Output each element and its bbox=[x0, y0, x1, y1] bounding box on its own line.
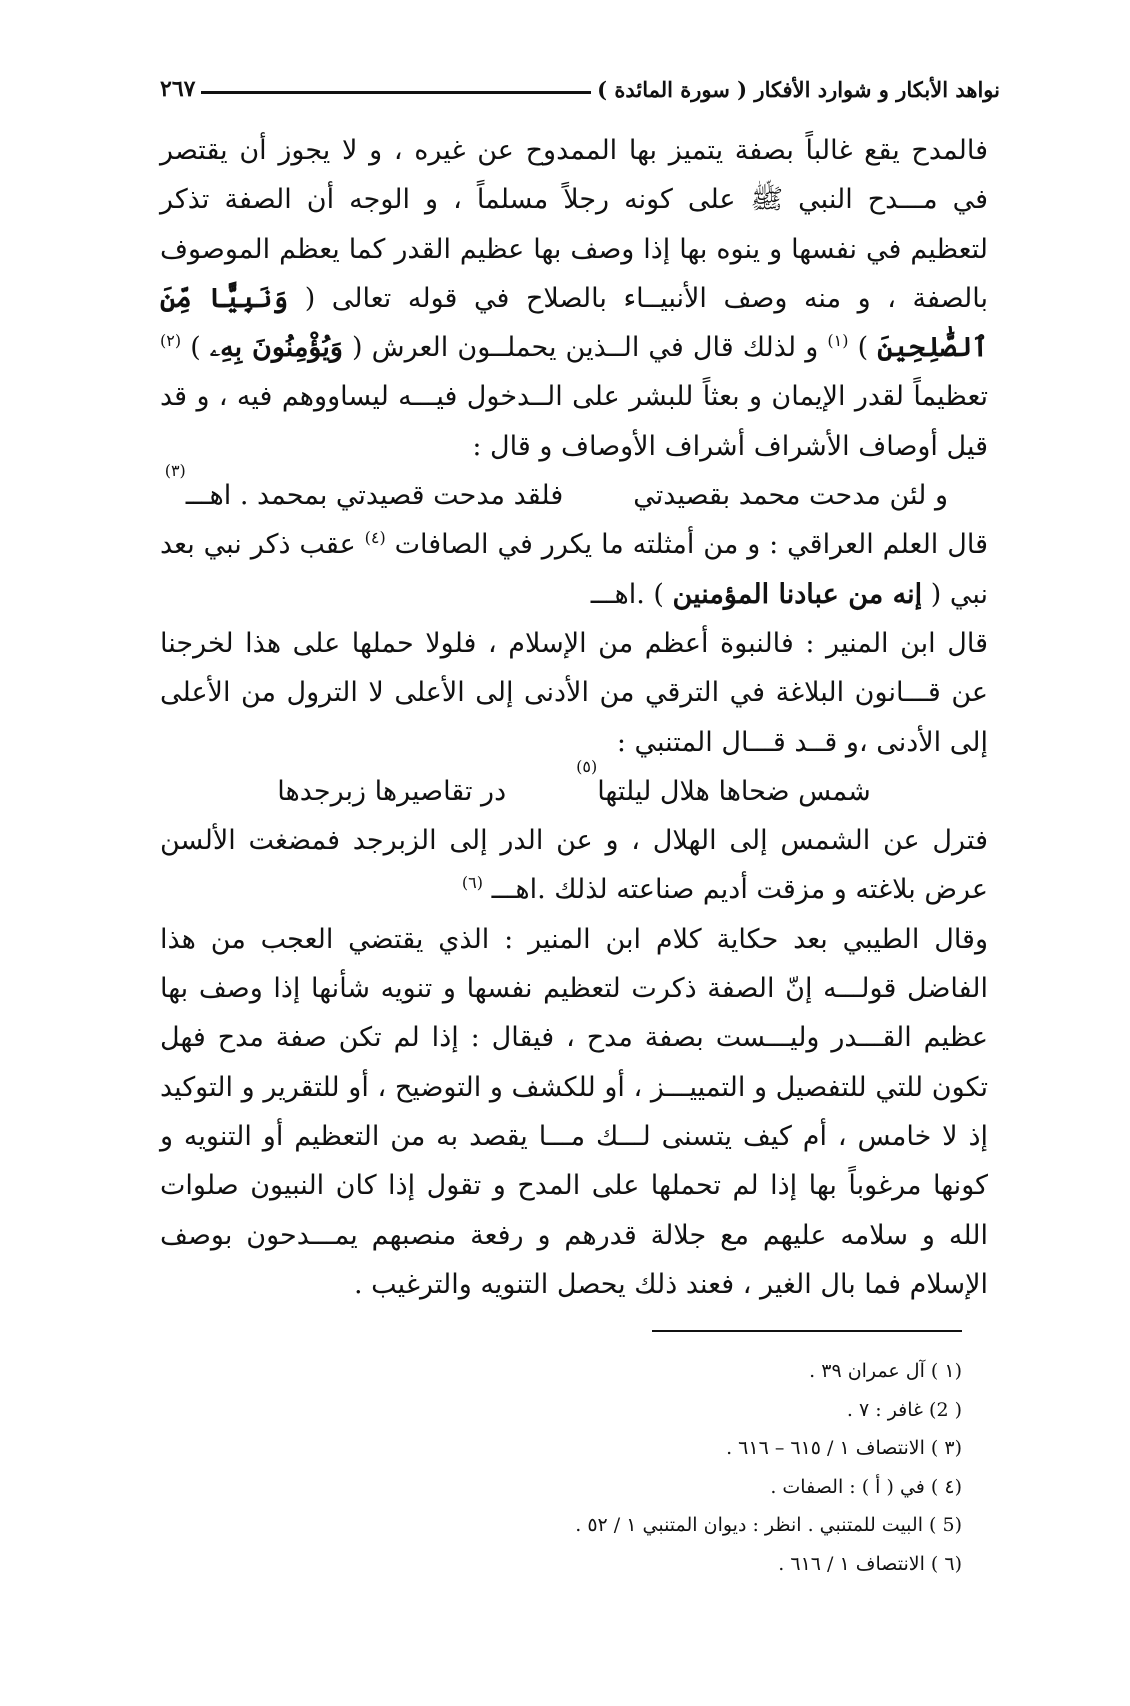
paragraph-5: وقال الطيبي بعد حكاية كلام ابن المنير : الذي يقتضي العجب من هذا الفاضل قولـــه إنّ الصفة ذكرت لتعظيم نفسها و تنويه شأنها إذا وصف بها عظيم القـــدر وليـــست بصفة مدح ، فيقال : إذا لم تكن صفة مدح فهل تكون للتي للتفصيل و التمييـــز ، أو للكشف و التوضيح ، أو للتقرير و التوكيد إذ لا خامس ، أم كيف يتسنى لـــك مـــا يقصد به من التعظيم أو التنويه و كونها مرغوباً بها إذا لم تحملها على المدح و تقول إذا كان النبيون صلوات الله و سلامه عليهم مع جلالة قدرهم و رفعة منصبهم يمـــدحون بوصف الإسلام فما بال الغير ، فعند ذلك يحصل التنويه والترغيب . bbox=[160, 923, 988, 1300]
verse-1-gap bbox=[563, 471, 633, 520]
verse-2-second-hemistich: در تقاصيرها زبرجدها bbox=[277, 775, 507, 807]
footnote-4: (٤ ) في ( أ ) : الصفات . bbox=[770, 1475, 962, 1498]
paragraph-2-text-c: ) .اهـــ bbox=[590, 578, 664, 610]
paragraph-2-text: قال العلم العراقي : و من أمثلته ما يكرر في الصافات bbox=[394, 529, 988, 561]
running-title: نواهد الأبكار و شوارد الأفكار ( سورة المائدة ) bbox=[597, 77, 1000, 102]
paragraph-1-close: ) bbox=[857, 332, 869, 364]
verse-1 bbox=[160, 461, 988, 520]
verse-1-first-hemistich: و لئن مدحت محمد بقصيدتي bbox=[633, 480, 948, 512]
quran-quote-3: إنه من عبادنا المؤمنين bbox=[672, 578, 923, 610]
running-header bbox=[160, 62, 1000, 102]
footnote-ref-3: (٣) bbox=[164, 461, 186, 481]
footnote-ref-6: (٦) bbox=[461, 873, 484, 893]
footnote-divider bbox=[652, 1330, 962, 1332]
quran-quote-2: وَيُؤْمِنُونَ بِهِۦ bbox=[209, 332, 343, 364]
footnote-ref-5: (٥) bbox=[576, 756, 598, 776]
paragraph-2 bbox=[160, 520, 988, 619]
footnote-ref-4: (٤) bbox=[364, 528, 386, 548]
footnote-5: (5 ) البيت للمتنبي . انظر : ديوان المتنبي ١ / ٥٢ . bbox=[575, 1514, 962, 1536]
paragraph-1-text-e: تعظيماً لقدر الإيمان و بعثاً للبشر على الــدخول فيـــه ليساووهم فيه ، و قد قيل أوصاف الأشراف أشراف الأوصاف و قال : bbox=[160, 381, 988, 462]
header-rule bbox=[201, 91, 591, 94]
verse-2-gap bbox=[506, 767, 576, 816]
paragraph-1-text-c: و لذلك قال في الــذين يحملــون العرش ( bbox=[352, 332, 819, 364]
footnote-6: (٦ ) الانتصاف ١ / ٦١٦ . bbox=[778, 1552, 962, 1575]
paragraph-4 bbox=[160, 816, 988, 915]
footnote-1: (١ ) آل عمران ٣٩ . bbox=[809, 1360, 962, 1382]
paragraph-3: قال ابن المنير : فالنبوة أعظم من الإسلام ، فلولا حملها على هذا لخرجنا عن قـــانون البلاغة في الترقي من الأدنى إلى الأعلى لا الترول من الأعلى إلى الأدنى ،و قــد قـــال المتنبي : bbox=[160, 627, 988, 758]
paragraph-4-text: فترل عن الشمس إلى الهلال ، و عن الدر إلى الزبرجد فمضغت الألسن عرض بلاغته و مزقت أديم صناعته لذلك .اهـــ bbox=[160, 825, 988, 906]
verse-2 bbox=[160, 756, 988, 816]
quran-quote-1: وَنَبِيًّا مِّنَ ٱلصَّٰلِحِينَ bbox=[160, 282, 989, 364]
footnote-3: (٣ ) الانتصاف ١ / ٦١٥ – ٦١٦ . bbox=[726, 1437, 962, 1459]
footnotes bbox=[362, 1352, 962, 1583]
footnote-ref-2: (٢) bbox=[160, 331, 182, 351]
paragraph-1 bbox=[160, 126, 988, 471]
verse-2-first-hemistich: شمس ضحاها هلال ليلتها bbox=[597, 775, 871, 807]
footnote-2: ( 2) غافر : ٧ . bbox=[846, 1398, 962, 1421]
paragraph-2-text-b: عقب ذكر نبي بعد نبي ( bbox=[160, 529, 988, 610]
paragraph-1-text: فالمدح يقع غالباً بصفة يتميز بها الممدوح عن غيره ، و لا يجوز أن يقتصر في مـــدح النبي ﷺ على كونه رجلاً مسلماً ، و الوجه أن الصفة تذكر لتعظيم في نفسها و ينوه بها إذا وصف بها عظيم القدر كما يعظم الموصوف بالصفة ، و منه وصف الأنبيــاء بالصلاح في قوله تعالى ( bbox=[160, 135, 988, 314]
footnote-ref-1: (١) bbox=[827, 331, 849, 351]
page-number: ٢٦٧ bbox=[160, 76, 196, 102]
paragraph-1-close-2: ) bbox=[190, 332, 201, 364]
main-text bbox=[160, 126, 988, 1309]
verse-1-second-hemistich: فلقد مدحت قصيدتي بمحمد . اهـــ bbox=[185, 480, 564, 512]
